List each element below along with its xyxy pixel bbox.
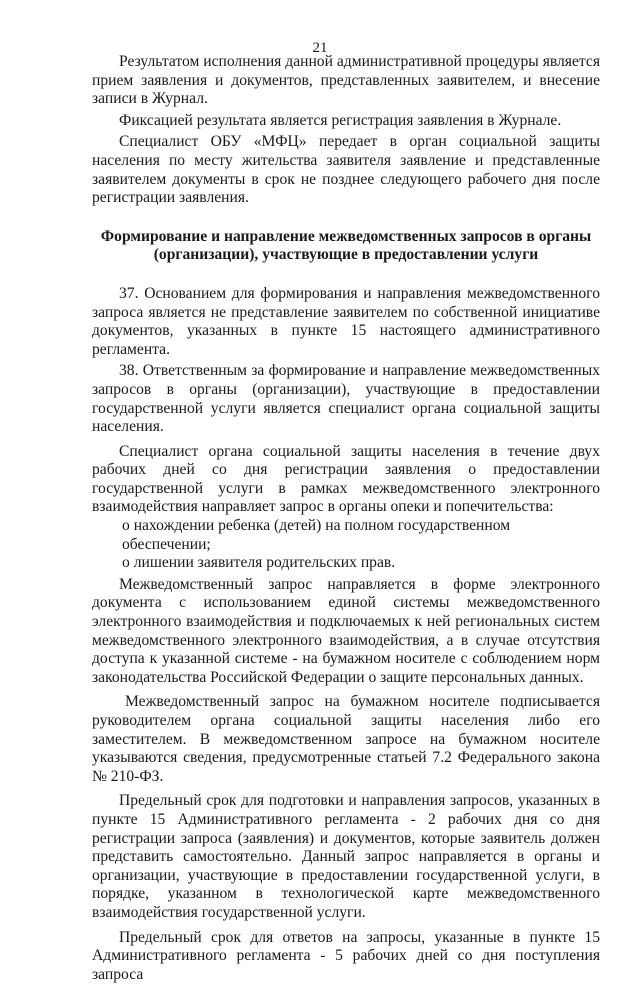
paragraph-38: 38. Ответственным за формирование и направление межведомственных запросов в органы (организации), участвующие в предоставлении государственной услуги является специалист органа социальной защиты населения. [92,362,600,436]
paragraph-deadline-answers: Предельный срок для ответов на запросы, указанные в пункте 15 Административного регламента - 5 рабочих дней со дня поступления запроса [92,928,600,983]
paragraph-fixation: Фиксацией результата является регистрация заявления в Журнале. [119,111,562,129]
list-item: о нахождении ребенка (детей) на полном государственном обеспечении; [122,517,511,553]
list-item: о лишении заявителя родительских прав. [122,554,396,572]
page-number: 21 [312,40,328,56]
paragraph-mfc-transfer: Специалист ОБУ «МФЦ» передает в орган социальной защиты населения по месту жительства заявителя заявление и представленные заявителем документы в срок не позднее следующего рабочего дня после регистрации заявления. [92,133,600,207]
document-body [92,53,600,984]
paragraph-result: Результатом исполнения данной административной процедуры является прием заявления и документов, представленных заявителем, и внесение записи в Журнал. [92,53,600,108]
paragraph-paper-request: Межведомственный запрос на бумажном носителе подписывается руководителем органа социальной защиты населения либо его заместителем. В межведомственном запросе на бумажном носителе указываются сведения, предусмотренные статьей 7.2 Федерального закона № 210-ФЗ. [92,693,600,785]
section-heading: Формирование и направление межведомственных запросов в органы (организации), участвующие в предоставлении услуги [100,227,592,264]
paragraph-specialist: Специалист органа социальной защиты населения в течение двух рабочих дней со дня регистрации заявления о предоставлении государственной услуги в рамках межведомственного электронного взаимодействия направляет запрос в органы опеки и попечительства: [92,442,600,516]
paragraph-deadline-requests: Предельный срок для подготовки и направления запросов, указанных в пункте 15 Административного регламента - 2 рабочих дня со дня регистрации запроса (заявления) и документов, которые заявитель должен представить самостоятельно. Данный запрос направляется в органы и организации, участвующие в предоставлении государственной услуги, в порядке, указанном в технологической карте межведомственного взаимодействия государственной услуги. [92,792,600,921]
paragraph-interagency-form: Межведомственный запрос направляется в форме электронного документа с использованием единой системы межведомственного электронного взаимодействия и подключаемых к ней региональных систем межведомственного электронного взаимодействия, а в случае отсутствия доступа к указанной системе - на бумажном носителе с соблюдением норм законодательства Российской Федерации о защите персональных данных. [92,575,600,686]
paragraph-37: 37. Основанием для формирования и направления межведомственного запроса является не представление заявителем по собственной инициативе документов, указанных в пункте 15 настоящего административного регламента. [92,284,600,358]
